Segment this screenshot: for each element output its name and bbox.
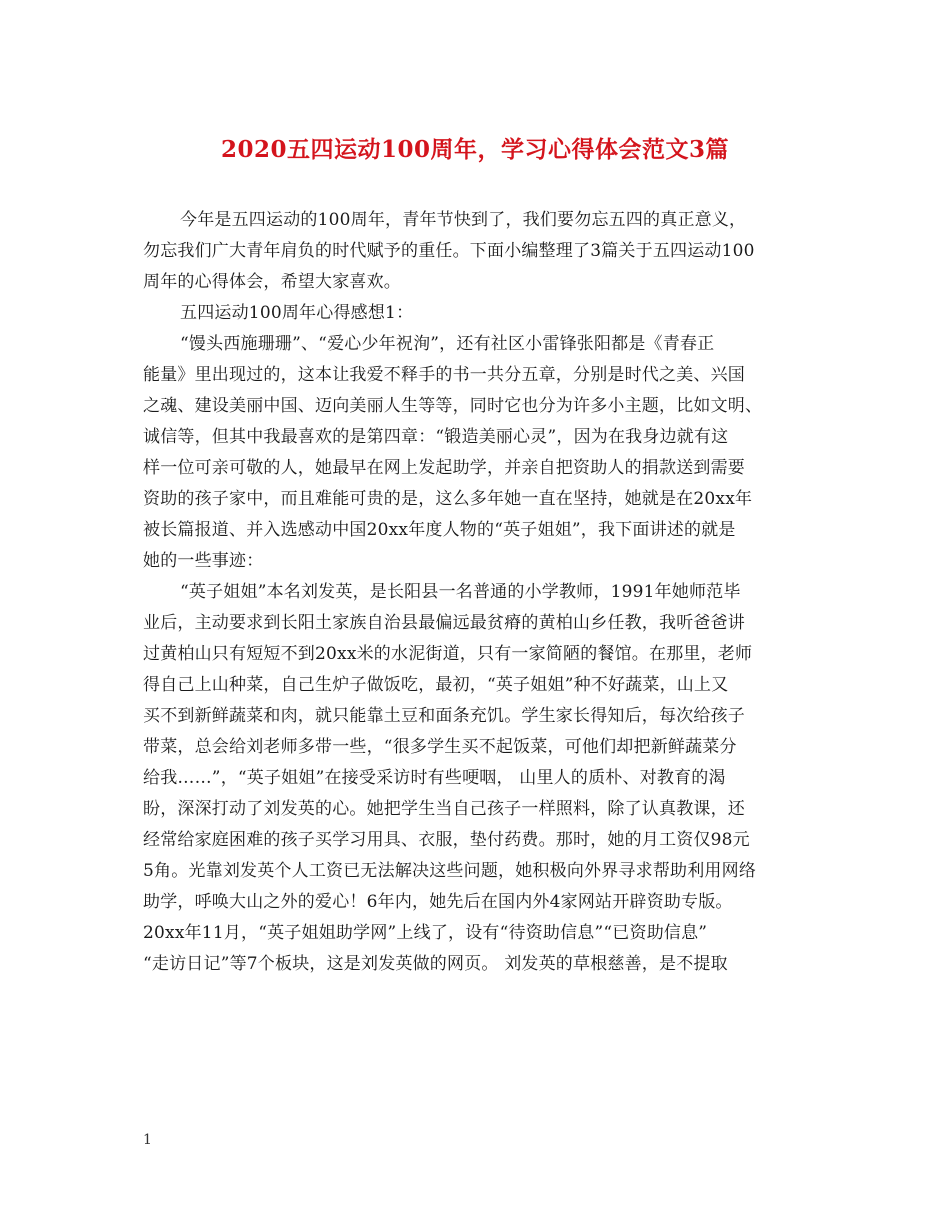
text-line: 能量》里出现过的，这本让我爱不释手的书一共分五章，分别是时代之美、兴国 <box>143 365 745 385</box>
text-line: 20xx年11月，“英子姐姐助学网”上线了，设有“待资助信息”“已资助信息” <box>143 923 708 943</box>
text-line: 勿忘我们广大青年肩负的时代赋予的重任。下面小编整理了3篇关于五四运动100 <box>143 241 755 261</box>
text-line: 业后，主动要求到长阳土家族自治县最偏远最贫瘠的黄柏山乡任教，我听爸爸讲 <box>143 613 745 633</box>
text-line: 之魂、建设美丽中国、迈向美丽人生等等，同时它也分为许多小主题，比如文明、 <box>143 396 763 416</box>
text-line: 今年是五四运动的100周年，青年节快到了，我们要勿忘五四的真正意义， <box>180 210 747 230</box>
text-line: 5角。光靠刘发英个人工资已无法解决这些问题，她积极向外界寻求帮助利用网络 <box>143 861 757 881</box>
text-line: 盼，深深打动了刘发英的心。她把学生当自己孩子一样照料，除了认真教课，还 <box>143 799 745 819</box>
text-line: 五四运动100周年心得感想1： <box>180 303 414 323</box>
page-number: 1 <box>143 1132 152 1148</box>
text-line: 经常给家庭困难的孩子买学习用具、衣服，垫付药费。那时，她的月工资仅98元 <box>143 830 750 850</box>
text-line: 得自己上山种菜，自己生炉子做饭吃，最初，“英子姐姐”种不好蔬菜，山上又 <box>143 675 729 695</box>
text-line: 带菜，总会给刘老师多带一些，“很多学生买不起饭菜，可他们却把新鲜蔬菜分 <box>143 737 737 757</box>
text-line: 样一位可亲可敬的人，她最早在网上发起助学，并亲自把资助人的捐款送到需要 <box>143 458 745 478</box>
text-line: “馒头西施珊珊”、“爱心少年祝洵”，还有社区小雷锋张阳都是《青春正 <box>180 334 715 354</box>
text-line: 买不到新鲜蔬菜和肉，就只能靠土豆和面条充饥。学生家长得知后，每次给孩子 <box>143 706 745 726</box>
text-line: 助学，呼唤大山之外的爱心！6年内，她先后在国内外4家网站开辟资助专版。 <box>143 892 733 912</box>
text-line: 她的一些事迹： <box>143 551 264 571</box>
text-line: 周年的心得体会，希望大家喜欢。 <box>143 272 401 292</box>
document-title: 2020五四运动100周年，学习心得体会范文3篇 <box>220 136 730 163</box>
text-line: “走访日记”等7个板块，这是刘发英做的网页。 刘发英的草根慈善，是不提取 <box>143 954 728 974</box>
text-line: “英子姐姐”本名刘发英，是长阳县一名普通的小学教师，1991年她师范毕 <box>180 582 741 602</box>
document-body <box>143 205 823 980</box>
text-line: 被长篇报道、并入选感动中国20xx年度人物的“英子姐姐”，我下面讲述的就是 <box>143 520 736 540</box>
text-line: 资助的孩子家中，而且难能可贵的是，这么多年她一直在坚持，她就是在20xx年 <box>143 489 753 509</box>
text-line: 诚信等，但其中我最喜欢的是第四章：“锻造美丽心灵”，因为在我身边就有这 <box>143 427 729 447</box>
text-line: 给我……”，“英子姐姐”在接受采访时有些哽咽， 山里人的质朴、对教育的渴 <box>143 768 726 788</box>
text-line: 过黄柏山只有短短不到20xx米的水泥街道，只有一家简陋的餐馆。在那里，老师 <box>143 644 753 664</box>
